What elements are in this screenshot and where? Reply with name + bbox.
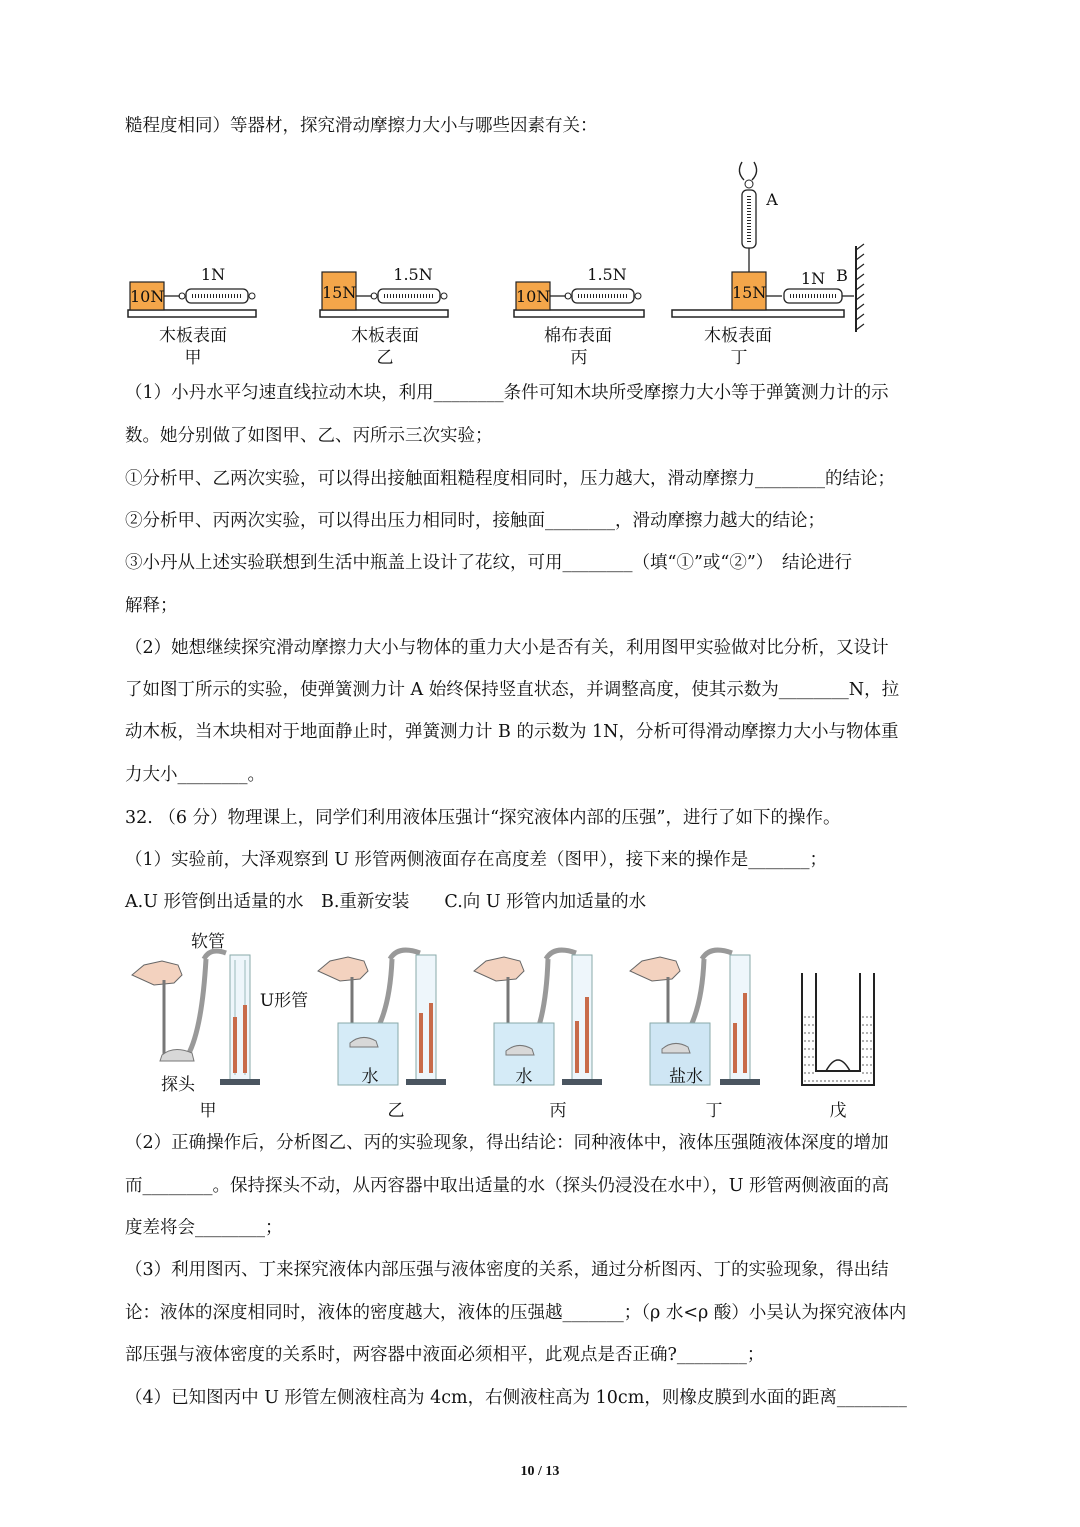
q31-line-2: 数。她分别做了如图甲、乙、丙所示三次实验；: [125, 426, 493, 446]
u-tube-diagram-wu: [802, 973, 874, 1085]
block-label-yi: 15N: [322, 283, 357, 302]
liquid-label-bing: 水: [515, 1067, 533, 1087]
block-label-jia: 10N: [130, 287, 165, 306]
q32-line-1: （1）实验前，大泽观察到 U 形管两侧液面存在高度差（图甲），接下来的操作是_______；: [125, 850, 828, 870]
q32-line-5: （3）利用图丙、丁来探究液体内部压强与液体密度的关系，通过分析图丙、丁的实验现象，得出结: [125, 1260, 889, 1280]
q32-line-8: （4）已知图丙中 U 形管左侧液柱高为 4cm，右侧液柱高为 10cm，则橡皮膜到水面的距离________: [125, 1388, 907, 1408]
surface-label-ding: 木板表面: [704, 326, 772, 346]
force-label-bing: 1.5N: [587, 265, 627, 284]
force-label-ding: 1N: [800, 269, 826, 288]
q31-line-1: （1）小丹水平匀速直线拉动木块，利用________条件可知木块所受摩擦力大小等于弹簧测力计的示: [125, 383, 889, 403]
panel-label-bing: 丙: [570, 348, 588, 368]
scale-a-label: A: [766, 190, 778, 209]
q31-line-8: 了如图丁所示的实验，使弹簧测力计 A 始终保持竖直状态，并调整高度，使其示数为________N，拉: [125, 680, 900, 700]
q31-line-10: 力大小________。: [125, 765, 265, 785]
fig2-label-wu: 戊: [829, 1101, 847, 1121]
force-label-yi: 1.5N: [393, 265, 433, 284]
probe-label: 探头: [161, 1075, 195, 1095]
page-number: 10 / 13: [520, 1464, 560, 1479]
q32-title: 32. （6 分）物理课上，同学们利用液体压强计“探究液体内部的压强”，进行了如下的操作。: [125, 808, 841, 828]
panel-label-ding: 丁: [730, 348, 748, 368]
panel-label-yi: 乙: [376, 348, 394, 368]
fig2-label-ding: 丁: [705, 1101, 723, 1121]
scale-b-label: B: [836, 266, 848, 285]
surface-label-jia: 木板表面: [159, 326, 227, 346]
panel-ding: [672, 162, 864, 332]
liquid-label-ding: 盐水: [669, 1067, 703, 1087]
surface-label-bing: 棉布表面: [544, 326, 612, 346]
q31-line-6: 解释；: [125, 596, 178, 616]
q32-line-3: 而________。保持探头不动，从丙容器中取出适量的水（探头仍浸没在水中），U 形管两侧液面的高: [125, 1176, 890, 1196]
intro-line: 糙程度相同）等器材，探究滑动摩擦力大小与哪些因素有关：: [125, 116, 598, 136]
q31-line-5: ③小丹从上述实验联想到生活中瓶盖上设计了花纹，可用________（填“①”或“②”） 结论进行: [125, 553, 853, 573]
q31-line-4: ②分析甲、丙两次实验，可以得出压力相同时，接触面________，滑动摩擦力越大的结论；: [125, 511, 825, 531]
block-label-bing: 10N: [516, 287, 551, 306]
q31-line-9: 动木板，当木块相对于地面静止时，弹簧测力计 B 的示数为 1N，分析可得滑动摩擦力大小与物体重: [125, 722, 899, 742]
q31-line-3: ①分析甲、乙两次实验，可以得出接触面粗糙程度相同时，压力越大，滑动摩擦力________的结论；: [125, 469, 895, 489]
force-label-jia: 1N: [200, 265, 226, 284]
q32-line-7: 部压强与液体密度的关系时，两容器中液面必须相平，此观点是否正确?________；: [125, 1345, 765, 1365]
panel-label-jia: 甲: [184, 348, 202, 368]
fig2-label-jia: 甲: [199, 1101, 217, 1121]
u-tube-label: U形管: [259, 991, 309, 1011]
block-label-ding: 15N: [732, 283, 767, 302]
surface-label-yi: 木板表面: [351, 326, 419, 346]
q32-line-6: 论：液体的深度相同时，液体的密度越大，液体的压强越_______；（ρ 水<ρ 酸）小吴认为探究液体内: [125, 1303, 907, 1323]
fig2-label-yi: 乙: [387, 1101, 405, 1121]
pressure-figure: [120, 925, 890, 1095]
gauge-yi: [318, 950, 446, 1085]
q32-options: A.U 形管倒出适量的水 B.重新安装 C.向 U 形管内加适量的水: [125, 892, 647, 912]
gauge-jia: [132, 951, 260, 1085]
soft-tube-label: 软管: [191, 932, 225, 952]
q32-line-4: 度差将会________；: [125, 1218, 283, 1238]
liquid-label-yi: 水: [361, 1067, 379, 1087]
q31-line-7: （2）她想继续探究滑动摩擦力大小与物体的重力大小是否有关，利用图甲实验做对比分析，又设计: [125, 638, 889, 658]
fig2-label-bing: 丙: [549, 1101, 567, 1121]
gauge-bing: [474, 950, 602, 1085]
q32-line-2: （2）正确操作后，分析图乙、丙的实验现象，得出结论：同种液体中，液体压强随液体深度的增加: [125, 1133, 889, 1153]
